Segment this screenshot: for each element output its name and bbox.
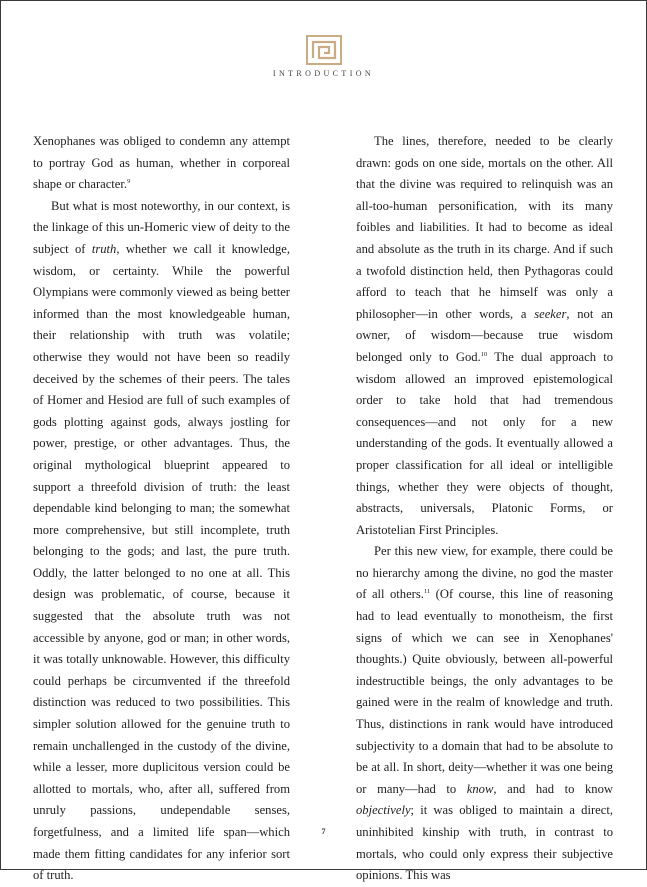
running-head: INTRODUCTION xyxy=(272,69,375,78)
paragraph: But what is most noteworthy, in our context, is the linkage of this un-Homeric view of deity to the subject of truth, whether we call it knowledge, wisdom, or certainty. While the powerful Olympians were commonly viewed as being better informed than the most knowledgeable human, their relationship with truth was volatile; otherwise they would not have been so readily deceived by the schemes of their peers. The tales of Homer and Hesiod are full of such examples of gods plotting against gods, always jostling for power, prestige, or other advantages. Thus, the original mythological blueprint appeared to support a threefold division of truth: the least dependable kind belonging to man; the somewhat more comprehensive, but still incomplete, truth belonging to the gods; and last, the pure truth. Oddly, the latter belonged to no one at all. This design was problematic, of course, because it suggested that the absolute truth was not accessible by anyone, god or man; in other words, it was totally unknowable. However, this difficulty could perhaps be circumvented if the threefold distinction was reduced to two possibilities. This simpler solution allowed for the genuine truth to remain unchallenged in the custody of the divine, while a lesser, more duplicitous version could be allotted to mortals, who, after all, suffered from unruly passions, undependable senses, forgetfulness, and a limited life span—which made them fitting candidates for any inferior sort of truth. xyxy=(33,198,290,883)
paragraph: Xenophanes was obliged to condemn any attempt to portray God as human, whether in corporeal shape or character.$^9$ xyxy=(33,134,290,192)
paragraph: Per this new view, for example, there could be no hierarchy among the divine, no god the master of all others.$^{11}$ (Of course, this line of reasoning had to lead eventually to monotheism, the first signs of which we can see in Xenophanes' thoughts.) Quite obviously, between all-powerful indestructible beings, the only advantages to be gained were in the realm of knowledge and truth. Thus, distinctions in rank would have introduced subjectivity to a domain that had to be absolute to be at all. In short, deity—whether it was one being or many—had to know, and had to know objectively; it was obliged to maintain a direct, uninhibited kinship with truth, in contrast to mortals, who could only express their subjective opinions. This was xyxy=(356,544,613,883)
left-column xyxy=(33,131,290,887)
page-number: 7 xyxy=(321,827,326,836)
right-column xyxy=(356,131,613,887)
greek-key-ornament-icon xyxy=(306,35,342,65)
footnote-marker: 11 xyxy=(423,588,431,596)
footnote-marker: 10 xyxy=(480,350,488,358)
paragraph: The lines, therefore, needed to be clearly drawn: gods on one side, mortals on the other. All that the divine was required to relinquish was an all-too-human personification, with its many foibles and liabilities. It had to become as ideal and absolute as the truth in its charge. And if such a twofold distinction held, then Pythagoras could afford to teach that he himself was only a philosopher—in other words, a seeker, not an owner, of wisdom—because true wisdom belonged only to God.$^{10}$ The dual approach to wisdom allowed an improved epistemological order to take hold that had tremendous consequences—and not only for a new understanding of the gods. It eventually allowed a proper classification for all ideal or intelligible things, whether they were objects of thought, abstracts, universals, Platonic Forms, or Aristotelian First Principles. xyxy=(356,134,614,537)
footnote-marker: 9 xyxy=(127,178,131,186)
